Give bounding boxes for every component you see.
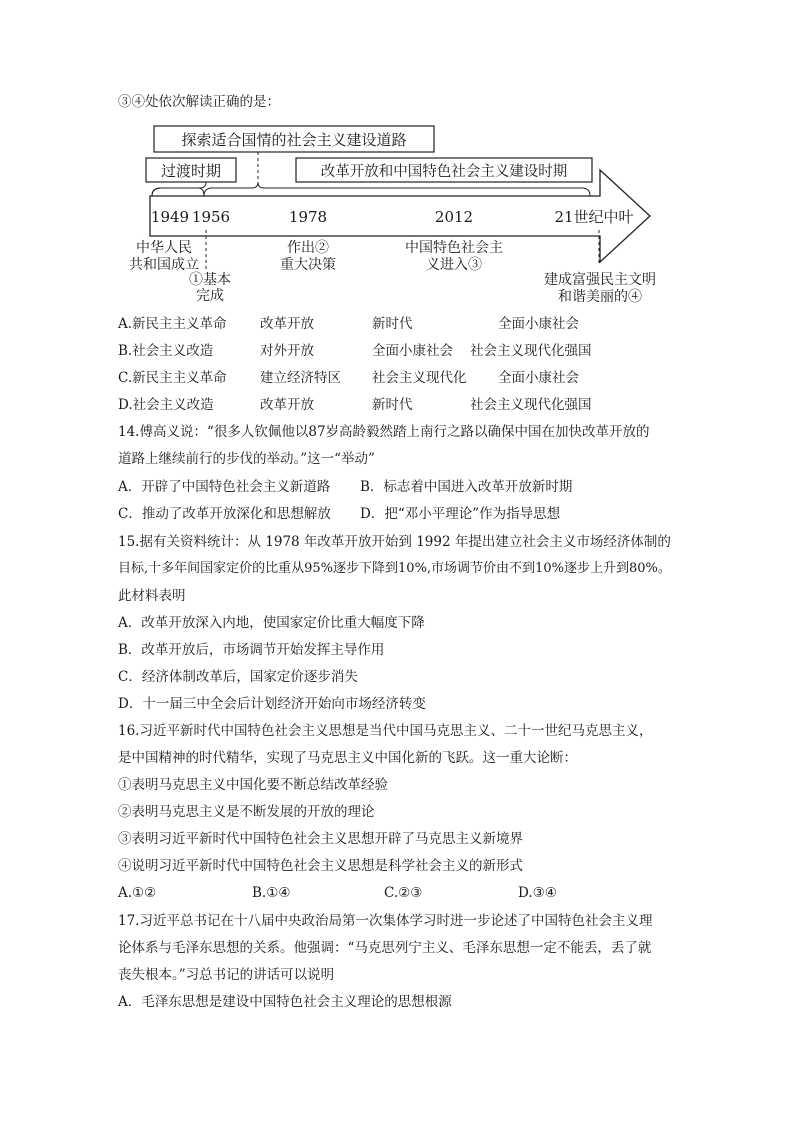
q14-stem-line2: 道路上继续前行的步伐的举动。”这一“举动” [118, 451, 375, 467]
q16-statement-1: ①表明马克思主义中国化要不断总结改革经验 [118, 777, 388, 793]
q14-stem-line1: 14.傅高义说：“很多人钦佩他以87岁高龄毅然踏上南行之路以确保中国在加快改革开放的 [118, 424, 650, 440]
q15-stem-line3: 此材料表明 [118, 588, 186, 604]
q13-option-d-col3: 新时代 [372, 397, 413, 413]
q16-statement-3: ③表明习近平新时代中国特色社会主义思想开辟了马克思主义新境界 [118, 831, 523, 847]
year-1956: 1956 [191, 208, 231, 226]
q13-option-b-col1: B.社会主义改造 [118, 343, 214, 359]
q17-stem-line2: 论体系与毛泽东思想的关系。他强调：“马克思列宁主义、毛泽东思想一定不能丢，丢了就 [118, 940, 652, 956]
q16-stem-line2: 是中国精神的时代精华，实现了马克思主义中国化新的飞跃。这一重大论断： [118, 750, 577, 766]
label-1978-line1: 作出② [287, 240, 329, 256]
q17-stem-line1: 17.习近平总书记在十八届中央政治局第一次集体学习时进一步论述了中国特色社会主义理 [118, 913, 653, 929]
q16-option-d: D.③④ [518, 885, 557, 901]
q17-option-a: A．毛泽东思想是建设中国特色社会主义理论的思想根源 [118, 994, 452, 1010]
q14-option-a: A．开辟了中国特色社会主义新道路 [118, 479, 331, 495]
q13-option-d-col4: 社会主义现代化强国 [470, 397, 592, 413]
label-mid-century-line1: 建成富强民主文明 [544, 272, 656, 288]
label-1978-line2: 重大决策 [280, 257, 336, 273]
q16-option-a: A.①② [118, 885, 157, 901]
q13-option-b-col3: 全面小康社会 [372, 343, 453, 359]
q16-statement-4: ④说明习近平新时代中国特色社会主义思想是科学社会主义的新形式 [118, 858, 523, 874]
timeline-diagram [112, 118, 672, 308]
q13-option-a-col2: 改革开放 [260, 316, 314, 332]
q13-option-c-col4: 全面小康社会 [498, 370, 579, 386]
q13-option-d-col1: D.社会主义改造 [118, 397, 214, 413]
q13-option-c-col1: C.新民主主义革命 [118, 370, 227, 386]
q13-option-a-col1: A.新民主主义革命 [118, 316, 227, 332]
q15-option-b: B．改革开放后，市场调节开始发挥主导作用 [118, 642, 385, 658]
year-mid-century: 21世纪中叶 [554, 208, 634, 226]
year-1949: 1949 [150, 208, 190, 226]
explore-period-label: 探索适合国情的社会主义建设道路 [181, 131, 407, 149]
q16-option-c: C.②③ [384, 885, 423, 901]
q14-option-c: C．推动了改革开放深化和思想解放 [118, 506, 331, 522]
transition-period-label: 过渡时期 [160, 162, 222, 180]
label-1949-line1: 中华人民 [136, 240, 192, 256]
label-1949-line2: 共和国成立 [129, 257, 199, 273]
label-2012-line1: 中国特色社会主 [405, 240, 503, 256]
label-2012-line2: 义进入③ [426, 257, 482, 273]
q13-option-b-col4: 社会主义现代化强国 [470, 343, 592, 359]
reform-period-label: 改革开放和中国特色社会主义建设时期 [320, 164, 568, 180]
label-1956-line2: 完成 [196, 288, 224, 304]
q15-option-d: D．十一届三中全会后计划经济开始向市场经济转变 [118, 696, 426, 712]
q15-option-a: A．改革开放深入内地，使国家定价比重大幅度下降 [118, 615, 425, 631]
q15-stem-line1: 15.据有关资料统计：从 1978 年改革开放开始到 1992 年提出建立社会主义市场经济体制的 [118, 534, 671, 550]
q15-option-c: C．经济体制改革后，国家定价逐步消失 [118, 669, 358, 685]
q13-option-a-col4: 全面小康社会 [498, 316, 579, 332]
q16-stem-line1: 16.习近平新时代中国特色社会主义思想是当代中国马克思主义、二十一世纪马克思主义， [118, 723, 653, 739]
q17-stem-line3: 丧失根本。”习总书记的讲话可以说明 [118, 967, 335, 983]
q13-option-d-col2: 改革开放 [260, 397, 314, 413]
q14-option-b: B．标志着中国进入改革开放新时期 [360, 479, 573, 495]
year-2012: 2012 [434, 208, 474, 226]
q13-option-a-col3: 新时代 [372, 316, 413, 332]
q13-option-c-col2: 建立经济特区 [260, 370, 341, 386]
q16-statement-2: ②表明马克思主义是不断发展的开放的理论 [118, 804, 375, 820]
label-mid-century-line2: 和谐美丽的④ [558, 289, 642, 305]
year-1978: 1978 [288, 208, 328, 226]
label-1956-line1: ①基本 [189, 272, 231, 288]
q13-option-b-col2: 对外开放 [260, 343, 314, 359]
q14-option-d: D．把“邓小平理论”作为指导思想 [360, 506, 561, 522]
question-intro: ③④处依次解读正确的是： [118, 94, 280, 110]
q16-option-b: B.①④ [252, 885, 291, 901]
q13-option-c-col3: 社会主义现代化 [372, 370, 467, 386]
q15-stem-line2: 目标,十多年间国家定价的比重从95%逐步下降到10%,市场调节价由不到10%逐步上升到80%。 [118, 561, 671, 576]
